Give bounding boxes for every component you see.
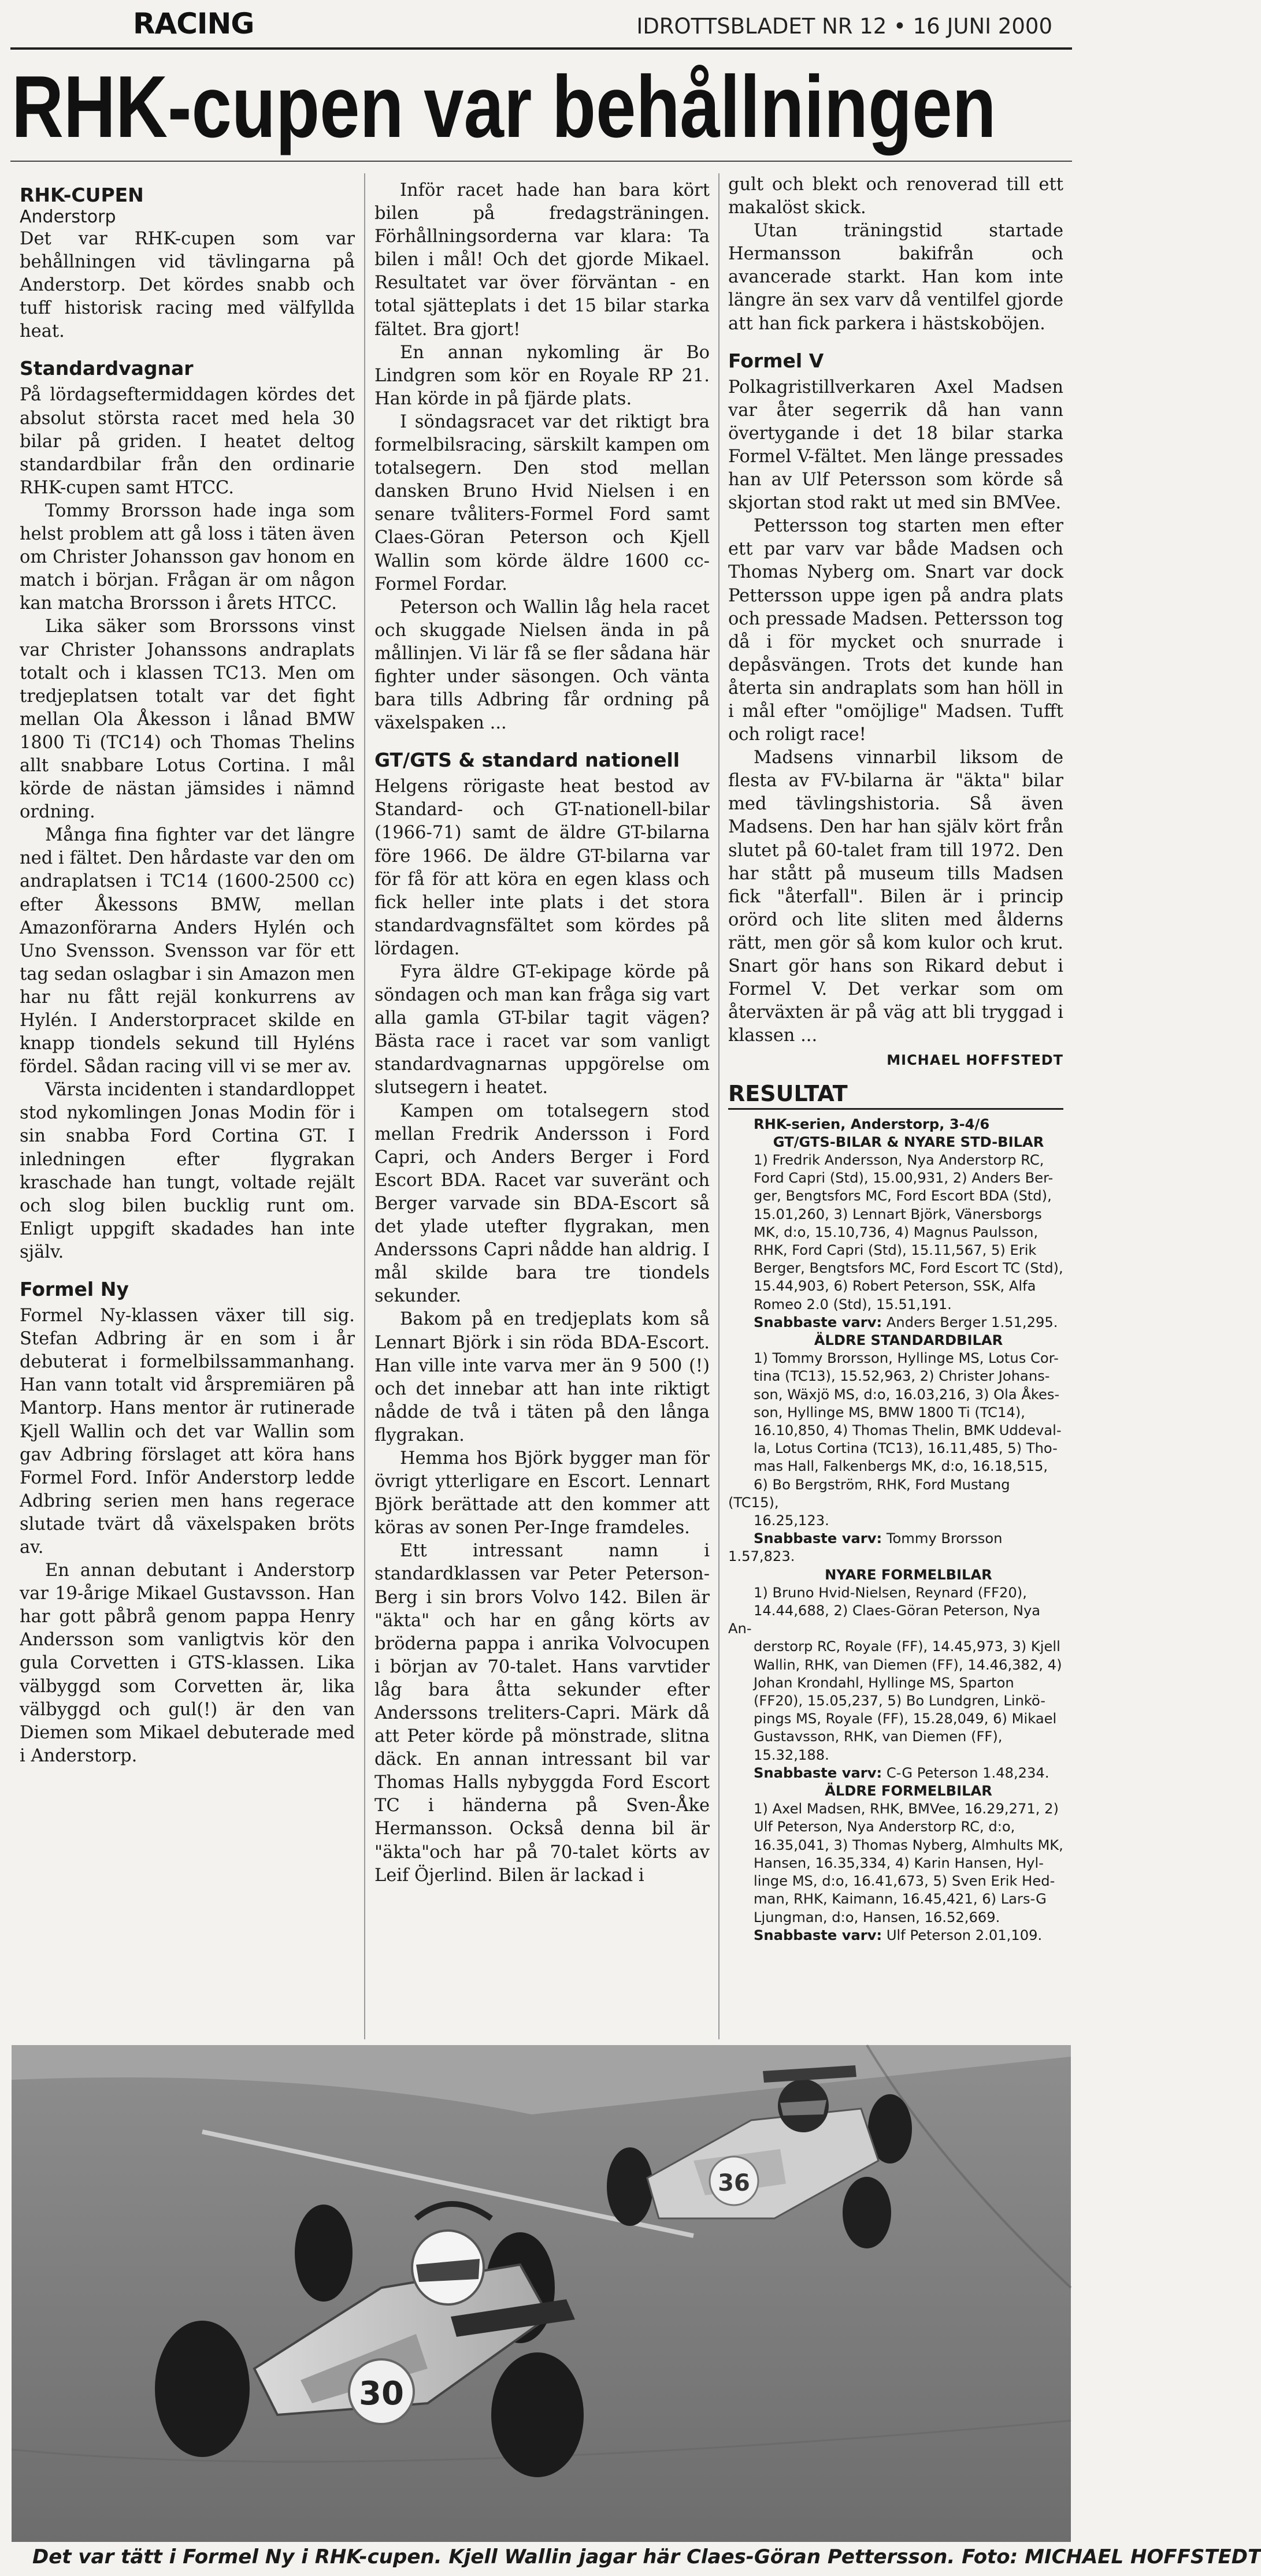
article-column-3 xyxy=(728,173,1063,1945)
results-line: 14.44,688, 2) Claes-Göran Peterson, Nya An- xyxy=(728,1603,1041,1637)
results-line: 1) Bruno Hvid-Nielsen, Reynard (FF20), xyxy=(754,1584,1027,1601)
results-line: tina (TC13), 15.52,963, 2) Christer Johans- xyxy=(754,1368,1050,1385)
results-line: 15.44,903, 6) Robert Peterson, SSK, Alfa xyxy=(754,1278,1036,1295)
subheading: GT/GTS & standard nationell xyxy=(374,749,680,772)
results-line: Johan Krondahl, Hyllinge MS, Sparton xyxy=(754,1674,1014,1691)
paragraph: I söndagsracet var det riktigt bra formelbilsracing, särskilt kampen om totalsegern. Den stod mellan dansken Bruno Hvid Nielsen i en senare tvåliters-Formel Ford samt Claes-Göran Peterson och Kjell Wallin som körde äldre 1600 cc-Formel Fordar. xyxy=(374,411,710,594)
paragraph: Polkagristillverkaren Axel Madsen var åter segerrik då han vann övertygande i det 18 bilar starka Formel V-fältet. Men länge pressades han av Ulf Petersson som körde så skjortan stod rakt ut med sin BMVee. xyxy=(728,377,1063,514)
page-header xyxy=(0,0,1082,46)
results-line: linge MS, d:o, 16.41,673, 5) Sven Erik Hed- xyxy=(754,1873,1055,1890)
results-line: mas Hall, Falkenbergs MK, d:o, 16.18,515, xyxy=(754,1458,1048,1475)
paragraph: Hemma hos Björk bygger man för övrigt ytterligare en Escort. Lennart Björk berättade att den kommer att köras av sonen Per-Inge framdeles. xyxy=(374,1448,710,1538)
paragraph: Inför racet hade han bara kört bilen på fredagsträningen. Förhållningsorderna var klara: Ta bilen i mål! Och det gjorde Mikael. Resultatet var över förväntan - en total sjätteplats i det 15 bilar starka fältet. Bra gjort! xyxy=(374,180,710,340)
results-class-title: ÄLDRE STANDARDBILAR xyxy=(814,1332,1003,1348)
fastest-lap-value: Tommy Brorsson 1.57,823. xyxy=(728,1530,1003,1565)
fastest-lap xyxy=(728,1530,1063,1566)
results-series: RHK-serien, Anderstorp, 3-4/6 xyxy=(754,1116,990,1132)
paragraph: Pettersson tog starten men efter ett par varv var både Madsen och Thomas Nyberg om. Snart var dock Pettersson uppe igen på andra plats och pressade Madsen. Pettersson tog då i för mycket och snurrade i depåsvängen. Trots det kunde han återta sin andraplats som han höll in i mål efter "omöjlige" Madsen. Tufft och roligt race! xyxy=(728,516,1063,745)
paragraph: gult och blekt och renoverad till ett makalöst skick. xyxy=(728,174,1063,218)
subheading: Formel Ny xyxy=(20,1278,129,1301)
car-number: 30 xyxy=(359,2375,404,2413)
results-line: Berger, Bengtsfors MC, Ford Escort TC (Std), xyxy=(754,1260,1063,1277)
paragraph: Helgens rörigaste heat bestod av Standard- och GT-nationell-bilar (1966-71) samt de äldre GT-bilarna före 1966. De äldre GT-bilarna var för få för att köra en egen klass och fick heller inte plats i det stora standardvagnsfältet som kördes på lördagen. xyxy=(374,776,710,959)
column-divider xyxy=(364,173,365,2039)
dateline-place: Anderstorp xyxy=(20,207,116,227)
results-class-title: ÄLDRE FORMELBILAR xyxy=(825,1783,992,1800)
fastest-lap-label: Snabbaste varv: xyxy=(754,1530,882,1547)
results-line: Ljungman, d:o, Hansen, 16.52,669. xyxy=(754,1909,1000,1926)
paragraph: Madsens vinnarbil liksom de flesta av FV-bilarna är "äkta" bilar med tävlingshistoria. Så även Madsens. Den har han själv kört från slutet på 60-talet fram till 1972. Den har stått på museum tills Madsen fick "återfall". Bilen är i princip orörd och lite sliten med ålderns rätt, men gör så kom kulor och krut. Snart gör hans son Rikard debut i Formel V. Det verkar som om återväxten är på väg att bli tryggad i klassen ... xyxy=(728,748,1063,1046)
subheading: Standardvagnar xyxy=(20,357,194,380)
results-line: 1) Tommy Brorsson, Hyllinge MS, Lotus Cor- xyxy=(754,1350,1059,1367)
results-class-title: GT/GTS-BILAR & NYARE STD-BILAR xyxy=(773,1133,1044,1150)
top-rule xyxy=(10,47,1072,50)
results-line: son, Hyllinge MS, BMW 1800 Ti (TC14), xyxy=(754,1404,1025,1421)
paragraph: Utan träningstid startade Hermansson bakifrån och avancerade starkt. Han kom inte längre än sex varv då ventilfel gjorde att han fick parkera i hästskoböjen. xyxy=(728,221,1063,334)
results-line: son, Wäxjö MS, d:o, 16.03,216, 3) Ola Åkes- xyxy=(754,1386,1060,1403)
paragraph: Lika säker som Brorssons vinst var Christer Johanssons andraplats totalt och i klassen TC13. Men om tredjeplatsen totalt var det fight mellan Ola Åkesson i lånad BMW 1800 Ti (TC14) och Thomas Thelins allt snabbare Lotus Cortina. I mål körde de nästan jämsides i nämnd ordning. xyxy=(20,616,355,823)
article-column-2 xyxy=(374,179,710,1887)
results-class-title: NYARE FORMELBILAR xyxy=(825,1566,992,1583)
results-box xyxy=(728,1116,1063,1945)
results-line: 16.25,123. xyxy=(754,1512,829,1529)
results-line: MK, d:o, 15.10,736, 4) Magnus Paulsson, xyxy=(754,1224,1039,1240)
results-line: man, RHK, Kaimann, 16.45,421, 6) Lars-G xyxy=(754,1891,1047,1908)
paragraph: Många fina fighter var det längre ned i fältet. Den hårdaste var den om andraplatsen i TC14 (1600-2500 cc) efter Åkessons BMW, mellan Amazonförarna Anders Hylén och Uno Svensson. Svensson var för ett tag sedan oslagbar i sin Amazon men har nu fått rejäl konkurrens av Hylén. I Anderstorpracet skilde en knapp tiondels sekund till Hyléns fördel. Sådan racing vill vi se mer av. xyxy=(20,825,355,1077)
fastest-lap-label: Snabbaste varv: xyxy=(754,1927,882,1943)
paragraph: Kampen om totalsegern stod mellan Fredrik Andersson i Ford Capri, och Anders Berger i Ford Escort BDA. Racet var suveränt och Berger varvade sin BDA-Escort så det ylade utefter flygrakan, men Anderssons Capri nådde han aldrig. I mål skilde bara tre tiondels sekunder. xyxy=(374,1101,710,1307)
publication-info: IDROTTSBLADET NR 12 • 16 JUNI 2000 xyxy=(636,14,1052,39)
headline: RHK-cupen var behållningen xyxy=(12,58,996,156)
fastest-lap-value: C-G Peterson 1.48,234. xyxy=(882,1764,1049,1781)
section-label: RACING xyxy=(133,7,254,40)
article-column-1 xyxy=(20,184,355,1768)
paragraph: Ett intressant namn i standardklassen var Peter Peterson-Berg i sin brors Volvo 142. Bilen är "äkta" och har en gång körts av bröderna pappa i anrika Volvocupen i början av 70-talet. Hans varvtider låg bara åtta sekunder efter Anderssons treliters-Capri. Märk då att Peter körde på mönstrade, slitna däck. En annan intressant bil var Thomas Halls nybyggda Ford Escort TC i händerna på Sven-Åke Hermansson. Också denna bil är "äkta"och har på 70-talet körts av Leif Öjerlind. Bilen är lackad i xyxy=(374,1541,710,1886)
results-line: 6) Bo Bergström, RHK, Ford Mustang (TC15), xyxy=(728,1476,1010,1511)
fastest-lap-label: Snabbaste varv: xyxy=(754,1314,882,1330)
photo-caption: Det var tätt i Formel Ny i RHK-cupen. Kjell Wallin jagar här Claes-Göran Pettersson. Foto: MICHAEL HOFFSTEDT xyxy=(32,2545,1261,2568)
race-photo xyxy=(12,2045,1071,2542)
results-line: 15.32,188. xyxy=(754,1746,829,1763)
results-line: (FF20), 15.05,237, 5) Bo Lundgren, Linkö- xyxy=(754,1693,1045,1709)
column-divider xyxy=(718,173,719,2039)
results-line: pings MS, Royale (FF), 15.28,049, 6) Mikael xyxy=(754,1711,1057,1727)
results-line: Ulf Peterson, Nya Anderstorp RC, d:o, xyxy=(754,1819,1015,1835)
results-line: Wallin, RHK, van Diemen (FF), 14.46,382, 4) xyxy=(754,1656,1062,1673)
paragraph: På lördagseftermiddagen kördes det absolut största racet med hela 30 bilar på griden. I heatet deltog standardbilar från den ordinarie RHK-cupen samt HTCC. xyxy=(20,385,355,498)
subheading: Formel V xyxy=(728,349,824,372)
paragraph: Peterson och Wallin låg hela racet och skuggade Nielsen ända in på mållinjen. Vi lär få se fler sådana här fighter under säsongen. Och vänta bara tills Adbring får ordning på växelspaken ... xyxy=(374,597,710,734)
fastest-lap-label: Snabbaste varv: xyxy=(754,1764,882,1781)
kicker: RHK-CUPEN xyxy=(20,184,144,206)
byline: MICHAEL HOFFSTEDT xyxy=(887,1052,1063,1069)
fastest-lap-value: Anders Berger 1.51,295. xyxy=(882,1314,1058,1330)
results-line: la, Lotus Cortina (TC13), 16.11,485, 5) Tho- xyxy=(754,1440,1058,1457)
fastest-lap-value: Ulf Peterson 2.01,109. xyxy=(882,1927,1043,1943)
fastest-lap xyxy=(728,1314,1063,1332)
paragraph: Bakom på en tredjeplats kom så Lennart Björk i sin röda BDA-Escort. Han ville inte varva mer än 9 500 (!) och det innebar att han inte riktigt nådde de två i täten på den långa flygrakan. xyxy=(374,1309,710,1445)
results-line: 16.35,041, 3) Thomas Nyberg, Almhults MK, xyxy=(754,1837,1063,1853)
car-number: 36 xyxy=(718,2170,750,2196)
results-line: 1) Fredrik Andersson, Nya Anderstorp RC, xyxy=(754,1151,1044,1168)
paragraph: Tommy Brorsson hade inga som helst problem att gå loss i täten även om Christer Johansson gav honom en match i början. Frågan är om någon kan matcha Brorsson i årets HTCC. xyxy=(20,500,355,614)
results-line: Romeo 2.0 (Std), 15.51,191. xyxy=(754,1296,952,1313)
fastest-lap xyxy=(728,1764,1063,1782)
results-line: Ford Capri (Std), 15.00,931, 2) Anders Ber- xyxy=(754,1170,1054,1187)
results-line: derstorp RC, Royale (FF), 14.45,973, 3) Kjell xyxy=(754,1638,1060,1655)
results-line: 16.10,850, 4) Thomas Thelin, BMK Uddeval- xyxy=(754,1422,1062,1439)
paragraph: En annan nykomling är Bo Lindgren som kör en Royale RP 21. Han körde in på fjärde plats. xyxy=(374,342,710,409)
results-line: Gustavsson, RHK, van Diemen (FF), xyxy=(754,1729,1003,1745)
results-line: 15.01,260, 3) Lennart Björk, Vänersborgs xyxy=(754,1206,1042,1222)
paragraph: Formel Ny-klassen växer till sig. Stefan Adbring är en som i år debuterat i formelbilssammanhang. Han vann totalt vid årspremiären på Mantorp. Hans mentor är rutinerade Kjell Wallin och det var Wallin som gav Adbring förslaget att köra hans Formel Ford. Inför Anderstorp ledde Adbring serien men hans regerace slutade tvärt då växelspaken bröts av. xyxy=(20,1306,355,1558)
paragraph: Fyra äldre GT-ekipage körde på söndagen och man kan fråga sig vart alla gamla GT-bilar tagit vägen? Bästa race i racet var som vanligt standardvagnarnas uppgörelse om slutsegern i heatet. xyxy=(374,962,710,1098)
results-line: 1) Axel Madsen, RHK, BMVee, 16.29,271, 2) xyxy=(754,1801,1059,1817)
results-line: ger, Bengtsfors MC, Ford Escort BDA (Std), xyxy=(754,1188,1052,1205)
paragraph: Värsta incidenten i standardloppet stod nykomlingen Jonas Modin för i sin snabba Ford Cortina GT. I inledningen efter flygrakan kraschade han tungt, voltade rejält och slog bilen bucklig runt om. Enligt uppgift skadades han inte själv. xyxy=(20,1080,355,1262)
results-heading: RESULTAT xyxy=(728,1082,1063,1109)
fastest-lap xyxy=(728,1927,1063,1945)
results-line: Hansen, 16.35,334, 4) Karin Hansen, Hyl- xyxy=(754,1854,1044,1871)
paragraph: En annan debutant i Anderstorp var 19-årige Mikael Gustavsson. Han har gott påbrå genom pappa Henry Andersson som vanligtvis kör den gula Corvetten i GTS-klassen. Lika välbyggd som Corvetten är, lika välbyggd och gul(!) är den van Diemen som Mikael debuterade med i Anderstorp. xyxy=(20,1560,355,1766)
headline-rule xyxy=(10,161,1072,162)
paragraph: Det var RHK-cupen som var behållningen vid tävlingarna på Anderstorp. Det kördes snabb och tuff historisk racing med välfyllda heat. xyxy=(20,229,355,342)
race-photo-illustration xyxy=(12,2045,1071,2542)
results-line: RHK, Ford Capri (Std), 15.11,567, 5) Erik xyxy=(754,1241,1037,1258)
